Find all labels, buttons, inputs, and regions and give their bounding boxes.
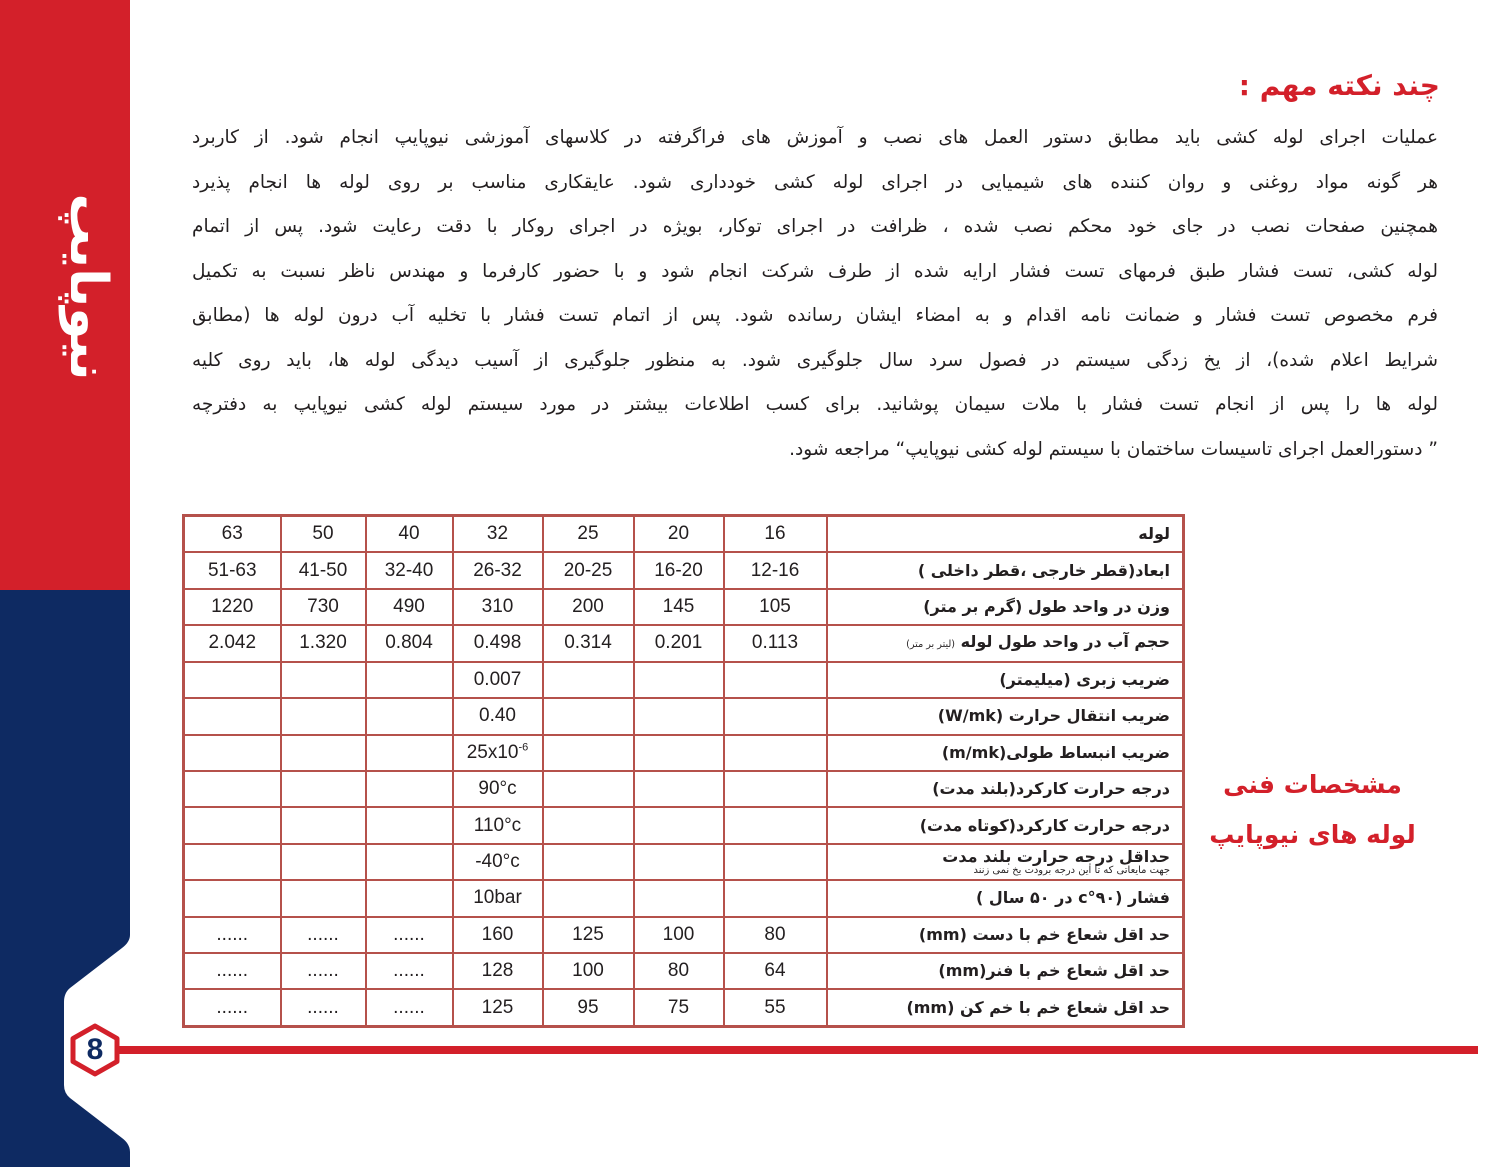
row-label-cell	[827, 735, 1184, 771]
table-cell: 51-63	[184, 552, 281, 588]
table-cell: 75	[634, 989, 724, 1026]
row-label	[828, 848, 1171, 876]
pipe-size-header: 16	[724, 516, 827, 553]
table-cell	[366, 771, 453, 807]
table-cell: ......	[184, 953, 281, 989]
table-cell: 100	[634, 917, 724, 953]
table-cell: 55	[724, 989, 827, 1026]
table-row	[184, 989, 1184, 1026]
table-cell	[724, 844, 827, 880]
spec-table	[182, 514, 1185, 1028]
row-label-text: حد اقل شعاع خم با خم کن (mm)	[906, 997, 1170, 1017]
row-label	[828, 597, 1171, 617]
table-cell: 0.498	[453, 625, 543, 661]
table-cell	[634, 807, 724, 843]
table-cell	[634, 771, 724, 807]
cell-value-exponent: -6	[518, 741, 529, 754]
table-cell: 730	[281, 589, 366, 625]
paragraph-line: شرایط اعلام شده)، از یخ زدگی سیستم در فصول سرد سال جلوگیری شود. به منظور جلوگیری از آسیب دیدگی لوله ها، باید روی کلیه	[192, 349, 1438, 371]
row-label-cell	[827, 589, 1184, 625]
row-label	[828, 888, 1171, 908]
table-cell	[366, 662, 453, 698]
table-cell	[543, 771, 634, 807]
table-cell	[724, 880, 827, 916]
row-label-cell	[827, 917, 1184, 953]
table-cell: ......	[366, 989, 453, 1026]
table-cell	[543, 880, 634, 916]
table-cell: 80	[724, 917, 827, 953]
table-cell: ......	[281, 917, 366, 953]
cell-value-base: 25x10	[466, 741, 519, 763]
row-label-cell	[827, 807, 1184, 843]
row-label	[828, 998, 1171, 1018]
table-cell: 110°c	[453, 807, 543, 843]
table-row	[184, 662, 1184, 698]
table-cell	[366, 880, 453, 916]
table-cell: 95	[543, 989, 634, 1026]
table-cell: 125	[453, 989, 543, 1026]
row-label-text: ضریب انتقال حرارت (W/mk)	[937, 706, 1170, 726]
table-cell	[543, 698, 634, 734]
table-cell: 0.007	[453, 662, 543, 698]
table-cell	[453, 735, 543, 771]
table-cell: ......	[366, 917, 453, 953]
table-cell: 490	[366, 589, 453, 625]
table-cell	[184, 662, 281, 698]
table-row	[184, 771, 1184, 807]
table-cell	[724, 698, 827, 734]
table-cell	[281, 844, 366, 880]
paragraph-line: لوله کشی، تست فشار طبق فرمهای تست فشار ارایه شده از طرف شرکت انجام شود و با حضور کارفرما و مهندس ناظر نسبت به تکمیل	[192, 260, 1438, 282]
table-cell: ......	[366, 953, 453, 989]
table-cell	[366, 698, 453, 734]
table-cell: 0.40	[453, 698, 543, 734]
row-label	[828, 706, 1171, 726]
table-cell	[281, 880, 366, 916]
table-cell	[634, 735, 724, 771]
table-cell	[366, 735, 453, 771]
table-cell: 0.113	[724, 625, 827, 661]
table-cell: 160	[453, 917, 543, 953]
table-cell: 100	[543, 953, 634, 989]
row-label-text: ضریب زبری (میلیمتر)	[999, 669, 1170, 689]
row-label-cell	[827, 662, 1184, 698]
pipe-size-header: 20	[634, 516, 724, 553]
table-cell: 90°c	[453, 771, 543, 807]
row-label	[828, 925, 1171, 945]
table-row	[184, 625, 1184, 661]
table-row	[184, 735, 1184, 771]
table-cell: ......	[184, 989, 281, 1026]
table-cell: 1220	[184, 589, 281, 625]
row-label	[828, 670, 1171, 690]
table-cell	[543, 807, 634, 843]
row-label	[828, 779, 1171, 799]
table-row	[184, 844, 1184, 880]
table-cell: 80	[634, 953, 724, 989]
row-label-cell	[827, 989, 1184, 1026]
brand-logo-text: نیوپایپ	[58, 193, 118, 381]
table-cell: -40°c	[453, 844, 543, 880]
row-label	[828, 743, 1171, 763]
pipe-size-header: 63	[184, 516, 281, 553]
paragraph-line: عملیات اجرای لوله کشی باید مطابق دستور العمل های نصب و آموزش های فراگرفته در کلاسهای آموزشی نیوپایپ انجام شود. از کاربرد	[192, 127, 1438, 148]
pipe-size-header: 25	[543, 516, 634, 553]
table-cell	[184, 771, 281, 807]
row-label-sub: جهت مایعاتی که تا این درجه برودت یخ نمی زنند	[973, 865, 1170, 876]
spec-title	[1190, 760, 1435, 860]
row-label-cell	[827, 516, 1184, 553]
table-row	[184, 698, 1184, 734]
table-cell: 32-40	[366, 552, 453, 588]
table-cell: 10bar	[453, 880, 543, 916]
table-cell	[543, 844, 634, 880]
footer-rule	[118, 1046, 1478, 1054]
paragraph-line: فرم مخصوص تست فشار و ضمانت نامه اقدام و به امضاء ایشان رسانده شود. پس از اتمام تست فشار با تخلیه آب درون لوله ها (مطابق	[192, 305, 1438, 326]
row-label-text: ضریب انبساط طولی(m/mk)	[941, 742, 1170, 762]
table-cell: 12-16	[724, 552, 827, 588]
table-cell: 64	[724, 953, 827, 989]
row-label-cell	[827, 880, 1184, 916]
table-row	[184, 880, 1184, 916]
table-cell	[184, 844, 281, 880]
row-label-cell	[827, 698, 1184, 734]
row-label-text: حد اقل شعاع خم با فنر(mm)	[938, 961, 1170, 981]
page-number: 8	[86, 1033, 104, 1066]
row-label-text: لوله	[1138, 524, 1170, 544]
table-row	[184, 552, 1184, 588]
table-cell: 105	[724, 589, 827, 625]
pipe-size-header: 32	[453, 516, 543, 553]
table-cell	[184, 698, 281, 734]
table-cell	[724, 807, 827, 843]
row-label-text: وزن در واحد طول (گرم بر متر)	[923, 597, 1170, 617]
table-cell: 2.042	[184, 625, 281, 661]
spec-title-line1: مشخصات فنی	[1223, 770, 1402, 799]
table-cell	[281, 771, 366, 807]
table-row	[184, 589, 1184, 625]
row-label	[828, 561, 1171, 581]
table-cell	[184, 735, 281, 771]
table-cell	[724, 771, 827, 807]
paragraph-line: لوله ها را پس از انجام تست فشار با ملات سیمان پوشانید. برای کسب اطلاعات بیشتر در مورد سیستم لوله کشی نیوپایپ به دفترچه	[192, 394, 1438, 415]
paragraph-line: هر گونه مواد روغنی و روان کننده های شیمیایی در اجرای لوله کشی خودداری شود. عایقکاری مناسب بر روی لوله ها انجام پذیرد	[192, 171, 1438, 193]
table-cell	[281, 735, 366, 771]
table-cell: 41-50	[281, 552, 366, 588]
table-cell: 0.314	[543, 625, 634, 661]
table-cell	[634, 880, 724, 916]
table-cell: 20-25	[543, 552, 634, 588]
table-cell: 0.804	[366, 625, 453, 661]
table-cell	[634, 844, 724, 880]
table-row	[184, 953, 1184, 989]
row-label-text: حداقل درجه حرارت بلند مدت	[942, 848, 1170, 866]
table-cell	[281, 698, 366, 734]
paragraph-line: همچنین صفحات نصب در جای خود محکم نصب شده ، ظرافت در اجرای توکار، بویژه در اجرای روکار با دقت رعایت شود. پس از اتمام	[192, 216, 1438, 237]
row-label-text: حد اقل شعاع خم با دست (mm)	[918, 924, 1170, 944]
table-cell	[184, 880, 281, 916]
cell-value	[467, 742, 529, 763]
table-cell: 0.201	[634, 625, 724, 661]
table-cell	[543, 735, 634, 771]
sidebar-navy-panel	[0, 590, 130, 1167]
row-label-text: ابعاد(قطر خارجی ،قطر داخلی )	[917, 560, 1170, 580]
notes-heading: چند نکته مهم :	[1238, 69, 1440, 102]
table-cell	[724, 662, 827, 698]
table-cell: ......	[281, 953, 366, 989]
row-label-cell	[827, 771, 1184, 807]
row-label-text: درجه حرارت کارکرد(بلند مدت)	[932, 779, 1170, 799]
row-label-cell	[827, 552, 1184, 588]
table-header-row	[184, 516, 1184, 553]
table-row	[184, 807, 1184, 843]
table-cell	[724, 735, 827, 771]
row-label	[828, 524, 1171, 544]
row-label	[828, 632, 1171, 655]
row-label-cell	[827, 844, 1184, 880]
table-row	[184, 917, 1184, 953]
table-cell: 310	[453, 589, 543, 625]
row-label-cell	[827, 953, 1184, 989]
row-label-text: فشار (۹۰°c در ۵۰ سال )	[975, 888, 1170, 908]
table-cell	[634, 662, 724, 698]
table-cell	[281, 662, 366, 698]
row-label	[828, 961, 1171, 981]
table-cell	[366, 807, 453, 843]
table-cell	[184, 807, 281, 843]
table-cell: 26-32	[453, 552, 543, 588]
pipe-size-header: 40	[366, 516, 453, 553]
table-cell	[543, 662, 634, 698]
spec-title-line2: لوله های نیوپایپ	[1209, 820, 1416, 849]
table-cell: 200	[543, 589, 634, 625]
table-cell: 128	[453, 953, 543, 989]
row-label-cell	[827, 625, 1184, 661]
row-label-unit: (لیتر بر متر)	[906, 638, 956, 650]
table-cell	[634, 698, 724, 734]
table-cell: ......	[281, 989, 366, 1026]
row-label-text: درجه حرارت کارکرد(کوتاه مدت)	[919, 815, 1170, 835]
row-label-text: حجم آب در واحد طول لوله	[960, 631, 1170, 651]
paragraph-line: ” دستورالعمل اجرای تاسیسات ساختمان با سیستم لوله کشی نیوپایپ“ مراجعه شود.	[789, 438, 1438, 460]
table-cell: 1.320	[281, 625, 366, 661]
row-label	[828, 816, 1171, 836]
pipe-size-header: 50	[281, 516, 366, 553]
table-cell	[281, 807, 366, 843]
notes-paragraph	[192, 116, 1438, 472]
table-cell: ......	[184, 917, 281, 953]
spec-table-body	[184, 516, 1184, 1027]
table-cell: 16-20	[634, 552, 724, 588]
table-cell	[366, 844, 453, 880]
table-cell: 125	[543, 917, 634, 953]
table-cell: 145	[634, 589, 724, 625]
